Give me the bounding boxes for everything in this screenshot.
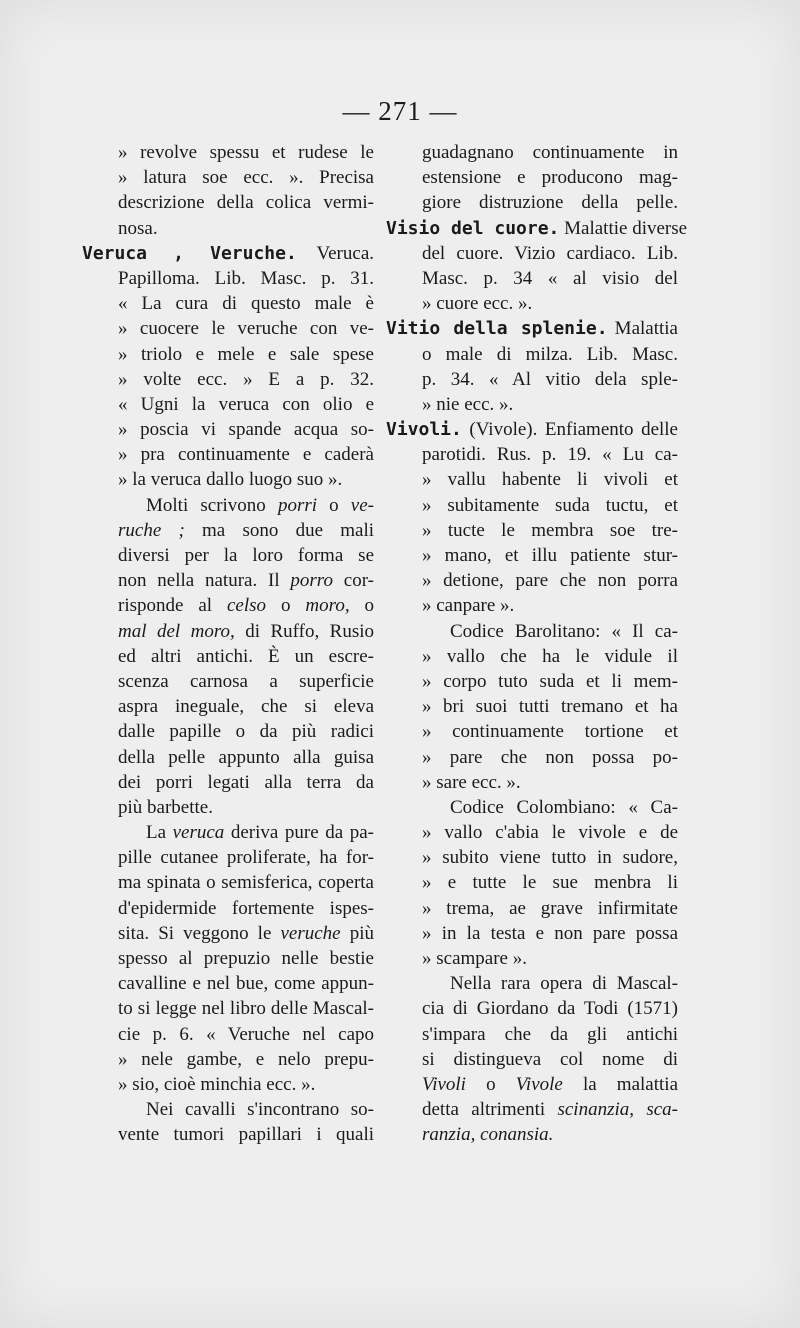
- text-line: Papilloma. Lib. Masc. p. 31.: [118, 267, 374, 289]
- text-line: risponde al celso o moro, o: [118, 595, 375, 617]
- text-line: » e tutte le sue menbra li: [422, 872, 678, 894]
- text-line: si distingueva col nome di: [422, 1048, 678, 1070]
- text-line: » revolve spessu et rudese le: [118, 142, 374, 163]
- text-line: » nele gambe, e nelo prepu-: [118, 1048, 374, 1070]
- text-line: Codice Colombiano: « Ca-: [450, 796, 678, 818]
- text-line: diversi per la loro forma se: [118, 545, 374, 566]
- text-line: cie p. 6. « Veruche nel capo: [118, 1023, 374, 1045]
- text-line: parotidi. Rus. p. 19. « Lu ca-: [422, 444, 678, 466]
- text-line: detta altrimenti scinanzia, sca-: [422, 1099, 678, 1121]
- text-line: » poscia vi spande acqua so-: [118, 419, 374, 441]
- text-line: « Ugni la veruca con olio e: [118, 393, 374, 415]
- text-line: » mano, et illu patiente stur-: [422, 545, 678, 566]
- text-line: » latura soe ecc. ». Precisa: [118, 167, 374, 189]
- text-line: d'epidermide fortemente ispes-: [118, 897, 374, 919]
- text-line: » vallo c'abia le vivole e de: [422, 822, 678, 844]
- text-line: » continuamente tortione et: [422, 721, 678, 743]
- text-line: » volte ecc. » E a p. 32.: [118, 368, 374, 390]
- text-line: Vivoli o Vivole la malattia: [422, 1073, 678, 1095]
- text-line: nosa.: [118, 217, 158, 239]
- text-line: » trema, ae grave infirmitate: [422, 897, 678, 919]
- text-line: più barbette.: [118, 796, 213, 818]
- text-line: della pelle appunto alla guisa: [118, 746, 374, 768]
- text-line: » vallo che ha le vidule il: [422, 645, 678, 667]
- text-line: sita. Si veggono le veruche più: [118, 922, 374, 944]
- text-line: Vitio della splenie. Malattia: [386, 318, 678, 340]
- text-line: dalle papille o da più radici: [118, 721, 374, 743]
- text-line: » in la testa e non pare possa: [422, 922, 678, 944]
- text-line: La veruca deriva pure da pa-: [146, 822, 374, 844]
- text-line: guadagnano continuamente in: [422, 142, 678, 163]
- text-line: » canpare ».: [422, 595, 515, 617]
- text-line: vente tumori papillari i quali: [118, 1124, 374, 1146]
- text-line: Vivoli. (Vivole). Enfiamento delle: [386, 419, 678, 441]
- text-line: Molti scrivono porri o ve-: [146, 494, 374, 516]
- text-line: » tucte le membra soe tre-: [422, 519, 678, 541]
- text-line: Nei cavalli s'incontrano so-: [146, 1099, 374, 1121]
- text-line: descrizione della colica vermi-: [118, 192, 374, 214]
- text-line: Codice Barolitano: « Il ca-: [450, 620, 678, 642]
- text-line: aspra ineguale, che si eleva: [118, 696, 374, 718]
- text-line: spesso al prepuzio nelle bestie: [118, 948, 374, 969]
- text-line: » cuore ecc. ».: [422, 293, 533, 315]
- text-line: mal del moro, di Ruffo, Rusio: [118, 620, 374, 642]
- text-line: cia di Giordano da Todi (1571): [422, 998, 678, 1020]
- text-line: » la veruca dallo luogo suo ».: [118, 469, 343, 491]
- text-line: » subito viene tutto in sudore,: [422, 847, 678, 869]
- text-line: s'impara che da gli antichi: [422, 1023, 678, 1045]
- text-line: scenza carnosa a superficie: [118, 670, 374, 692]
- text-line: » scampare ».: [422, 948, 527, 969]
- text-line: giore distruzione della pelle.: [422, 192, 678, 214]
- text-line: ed altri antichi. È un escre-: [118, 645, 374, 667]
- text-line: » pare che non possa po-: [422, 746, 678, 768]
- text-line: cavalline e nel bue, come appun-: [118, 973, 374, 995]
- text-line: » vallu habente li vivoli et: [422, 469, 678, 491]
- right-column: [386, 140, 688, 1148]
- text-line: » triolo e mele e sale spese: [118, 343, 374, 365]
- text-line: estensione e producono mag-: [422, 167, 678, 189]
- text-line: ranzia, conansia.: [422, 1124, 554, 1146]
- text-line: Masc. p. 34 « al visio del: [422, 267, 678, 289]
- page-number: — 271 —: [342, 96, 458, 126]
- text-line: pille cutanee proliferate, ha for-: [118, 847, 374, 869]
- text-line: » subitamente suda tuctu, et: [422, 494, 678, 516]
- text-line: non nella natura. Il porro cor-: [118, 570, 374, 592]
- text-line: Visio del cuore. Malattie diverse: [386, 217, 688, 239]
- text-line: » corpo tuto suda et li mem-: [422, 670, 678, 692]
- text-line: dei porri legati alla terra da: [118, 771, 374, 793]
- text-line: » cuocere le veruche con ve-: [118, 318, 374, 340]
- text-line: p. 34. « Al vitio dela sple-: [422, 368, 678, 390]
- text-line: ruche ; ma sono due mali: [118, 519, 374, 541]
- text-line: Veruca , Veruche. Veruca.: [82, 242, 374, 264]
- text-line: Nella rara opera di Mascal-: [450, 973, 678, 995]
- left-column: [82, 140, 374, 1148]
- text-line: » sare ecc. ».: [422, 771, 521, 793]
- text-line: « La cura di questo male è: [118, 293, 374, 315]
- text-line: o male di milza. Lib. Masc.: [422, 343, 678, 365]
- text-line: del cuore. Vizio cardiaco. Lib.: [422, 242, 678, 264]
- text-line: ma spinata o semisferica, coperta: [118, 872, 374, 894]
- text-line: » pra continuamente e caderà: [118, 444, 374, 466]
- text-line: » bri suoi tutti tremano et ha: [422, 696, 678, 718]
- text-line: to si legge nel libro delle Mascal-: [118, 998, 374, 1020]
- text-line: » nie ecc. ».: [422, 393, 514, 415]
- text-line: » detione, pare che non porra: [422, 570, 678, 592]
- text-line: » sio, cioè minchia ecc. ».: [118, 1073, 316, 1095]
